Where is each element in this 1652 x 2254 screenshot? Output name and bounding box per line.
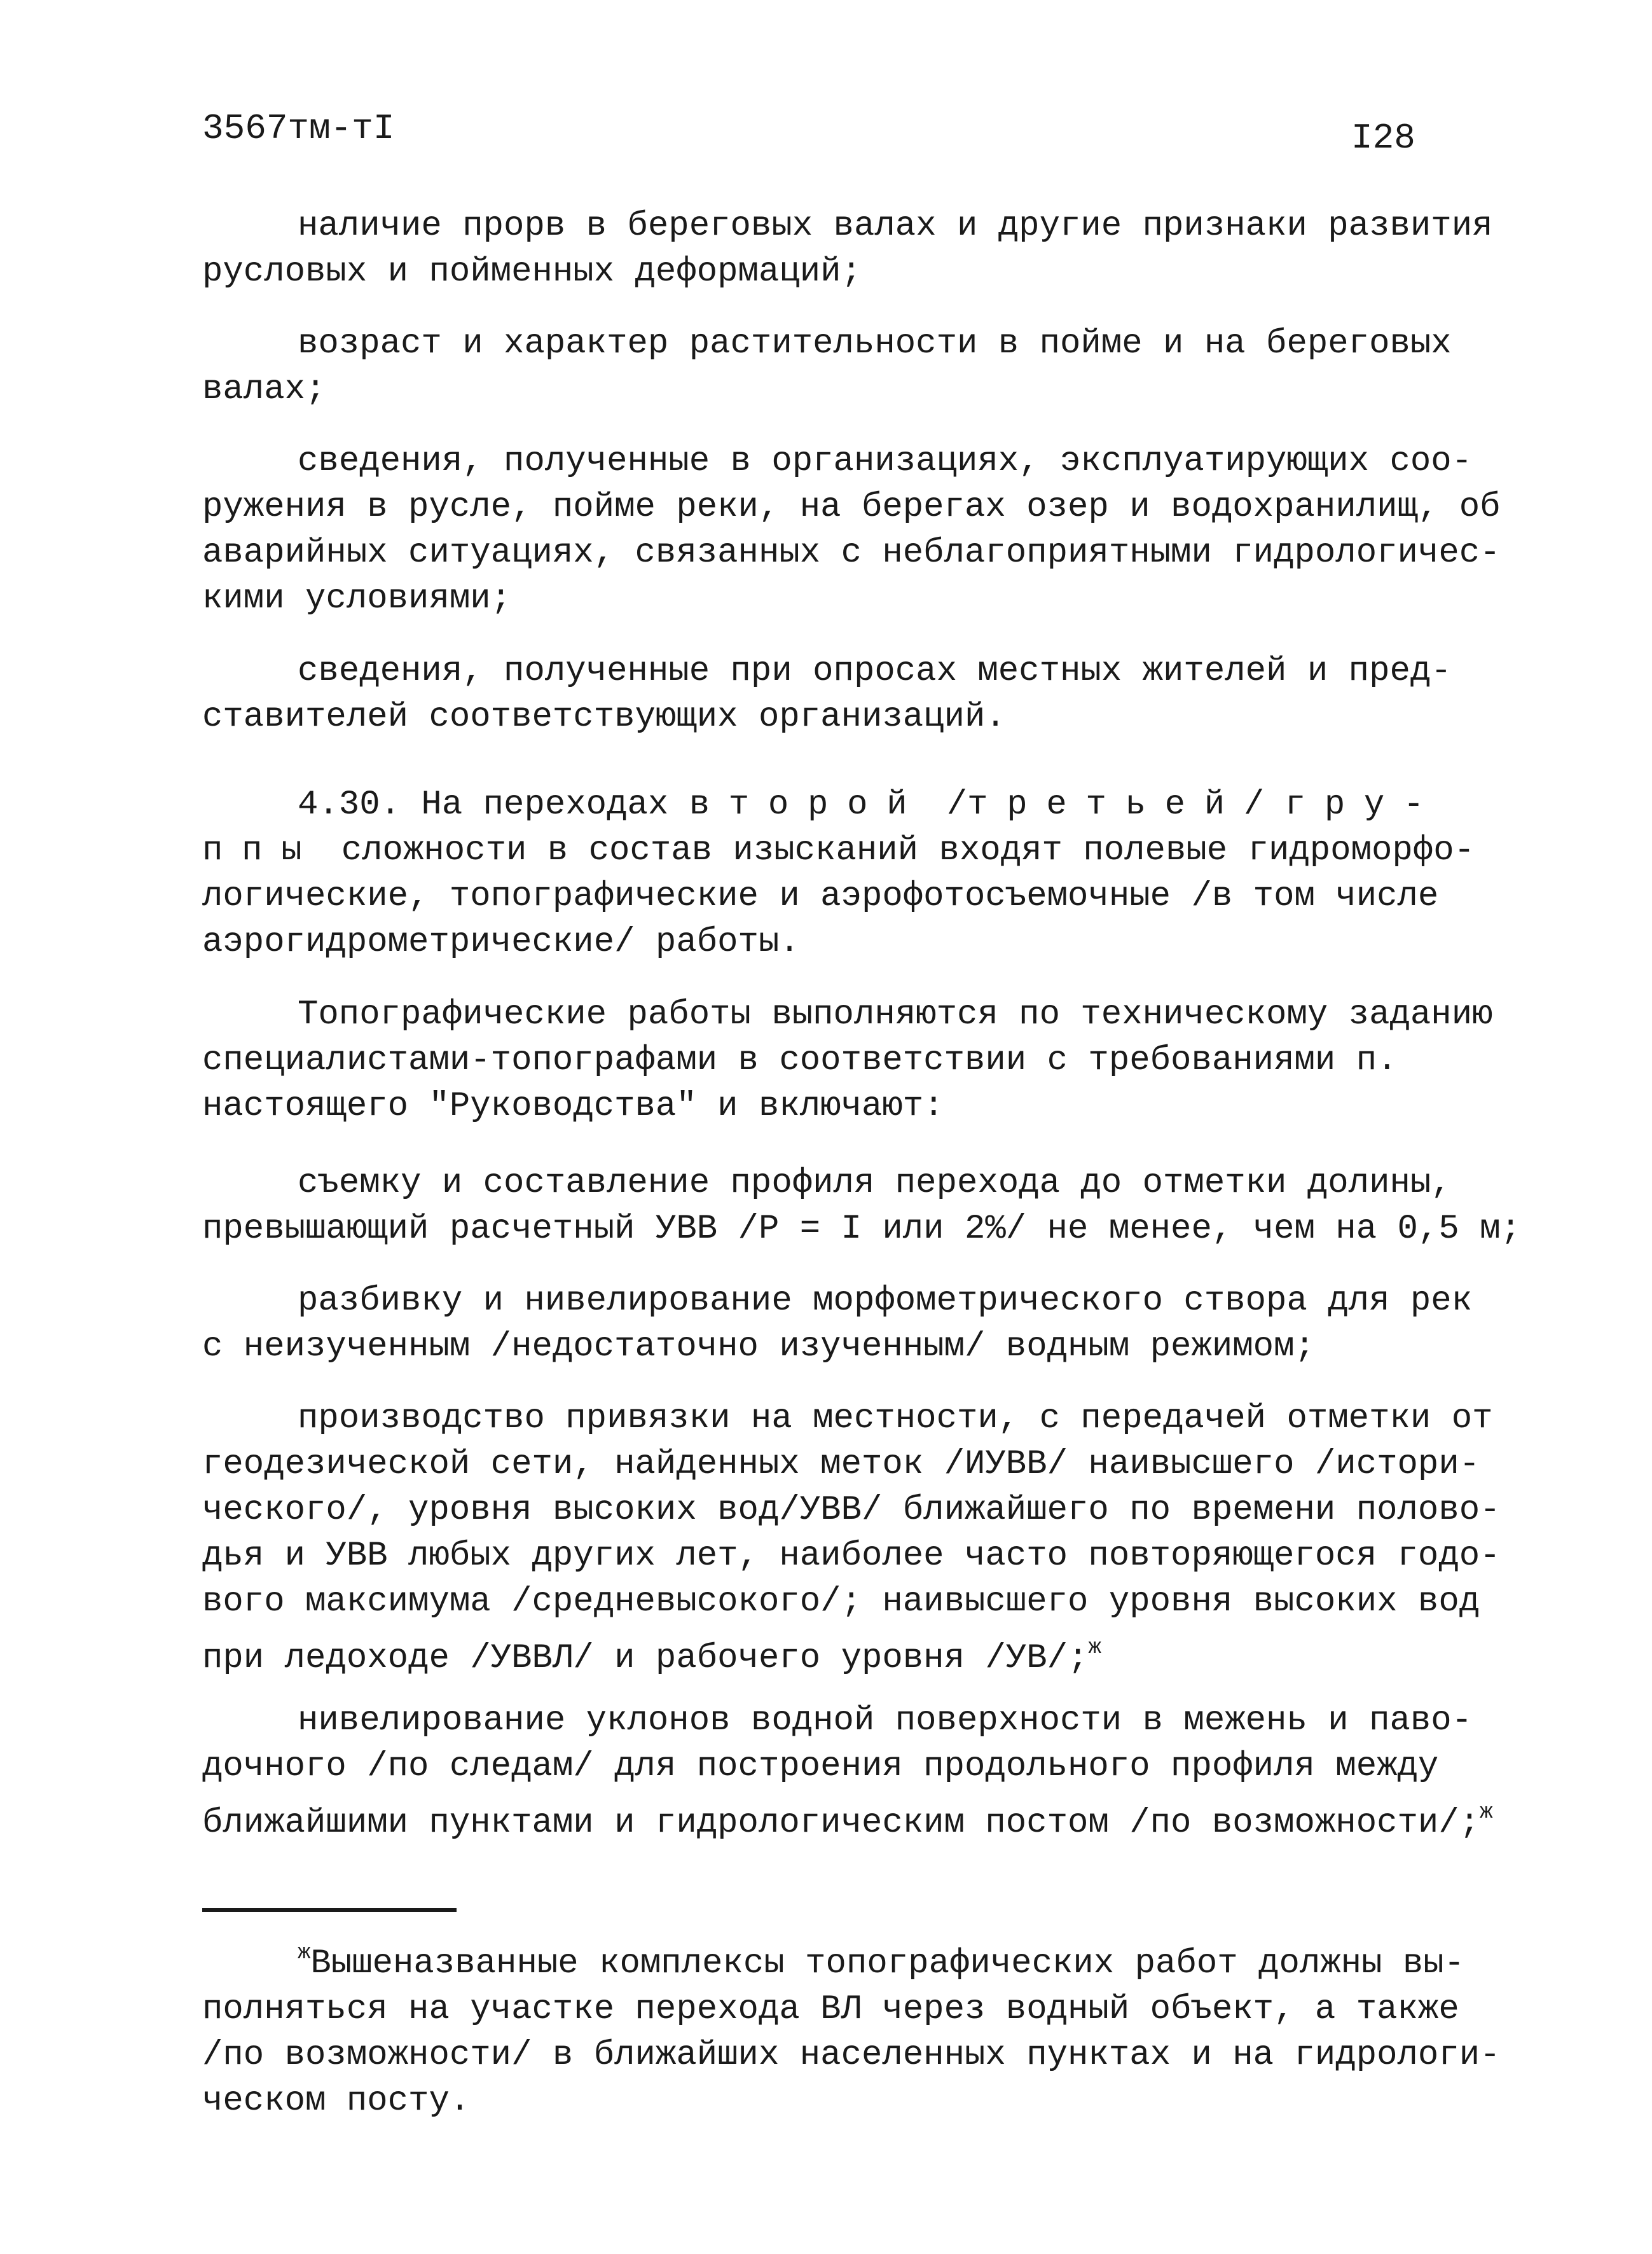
text-line: настоящего "Руководства" и включают: [202, 1087, 944, 1126]
text-line: Топографические работы выполняются по техническому заданию [298, 995, 1493, 1034]
text-line [202, 1790, 1493, 1846]
text-line: нивелирование уклонов водной поверхности в межень и паво- [298, 1701, 1473, 1740]
text-line: русловых и пойменных деформаций; [202, 252, 862, 291]
text-line: ставителей соответствующих организаций. [202, 698, 1006, 736]
spaced-word: ппы [202, 831, 321, 870]
footnote-marker: ж [298, 1941, 311, 1965]
footnote [202, 1930, 1501, 2124]
spaced-word: третьей [967, 785, 1244, 824]
text-run: ближайшими пунктами и гидрологическим постом /по возможности/; [202, 1804, 1480, 1843]
text-line: дочного /по следам/ для построения продольного профиля между [202, 1747, 1439, 1786]
paragraph-slopes [202, 1698, 1493, 1846]
text-line: сведения, полученные в организациях, эксплуатирующих соо- [298, 442, 1473, 481]
paragraph-3 [202, 439, 1501, 622]
text-line [202, 782, 1449, 828]
text-line: разбивку и нивелирование морфометрического створа для рек [298, 1282, 1473, 1320]
text-line: специалистами-топографами в соответствии с требованиями п. [202, 1041, 1398, 1080]
spaced-word: гру- [1284, 785, 1443, 824]
text-line: аэрогидрометрические/ работы. [202, 923, 800, 962]
text-line [202, 1625, 1449, 1682]
footnote-marker: ж [1088, 1636, 1101, 1660]
text-line: логические, топографические и аэрофотосъемочные /в том числе [202, 877, 1439, 916]
paragraph-topo [202, 992, 1493, 1130]
text-line: геодезической сети, найденных меток /ИУВВ/ наивысшего /истори- [202, 1445, 1480, 1484]
text-line: наличие прорв в береговых валах и другие признаки развития [298, 207, 1493, 245]
text-line: ружения в русле, пойме реки, на берегах озер и водохранилищ, об [202, 488, 1501, 527]
text-run: при ледоходе /УВВЛ/ и рабочего уровня /УВ/; [202, 1639, 1089, 1678]
clause-prefix: 4.30. На переходах [298, 785, 689, 824]
text-line: производство привязки на местности, с передачей отметки от [298, 1399, 1493, 1438]
text-line: /по возможности/ в ближайших населенных пунктах и на гидрологи- [202, 2036, 1501, 2075]
text-line: превышающий расчетный УВВ /Р = I или 2%/ не менее, чем на 0,5 м; [202, 1210, 1521, 1248]
text-run: сложности в состав изысканий входят полевые гидроморфо- [320, 831, 1475, 870]
text-line [202, 1930, 1465, 1987]
spaced-word: второй [689, 785, 926, 824]
text-line: сведения, полученные при опросах местных жителей и пред- [298, 652, 1452, 691]
paragraph-binding [202, 1396, 1501, 1682]
paragraph-survey [202, 1161, 1521, 1252]
text-line: полняться на участке перехода ВЛ через водный объект, а также [202, 1990, 1459, 2029]
text-line: с неизученным /недостаточно изученным/ водным режимом; [202, 1327, 1315, 1366]
paragraph-4 [202, 649, 1452, 740]
text-line: вого максимума /средневысокого/; наивысшего уровня высоких вод [202, 1582, 1480, 1621]
text-line: кими условиями; [202, 579, 512, 618]
paragraph-1 [202, 204, 1493, 295]
slash: / [1243, 785, 1285, 824]
document-code: 3567тм-тI [202, 108, 395, 149]
text-line: возраст и характер растительности в пойме и на береговых [298, 324, 1452, 363]
text-line: ческом посту. [202, 2082, 471, 2120]
footnote-marker: ж [1480, 1801, 1493, 1825]
paragraph-levelling [202, 1278, 1473, 1370]
text-line: ческого/, уровня высоких вод/УВВ/ ближайшего по времени полово- [202, 1491, 1501, 1530]
paragraph-4-30 [202, 782, 1475, 965]
page-number: I28 [1351, 118, 1415, 158]
text-line: валах; [202, 370, 326, 409]
text-line: дья и УВВ любых других лет, наиболее часто повторяющегося годо- [202, 1537, 1501, 1575]
text-line: съемку и составление профиля перехода до отметки долины, [298, 1164, 1452, 1203]
text-line [202, 828, 1475, 874]
paragraph-2 [202, 321, 1452, 413]
footnote-divider [202, 1908, 457, 1912]
text-run: Вышеназванные комплексы топографических работ должны вы- [310, 1944, 1465, 1983]
text-line: аварийных ситуациях, связанных с неблагоприятными гидрологичес- [202, 534, 1501, 572]
slash: / [926, 785, 968, 824]
